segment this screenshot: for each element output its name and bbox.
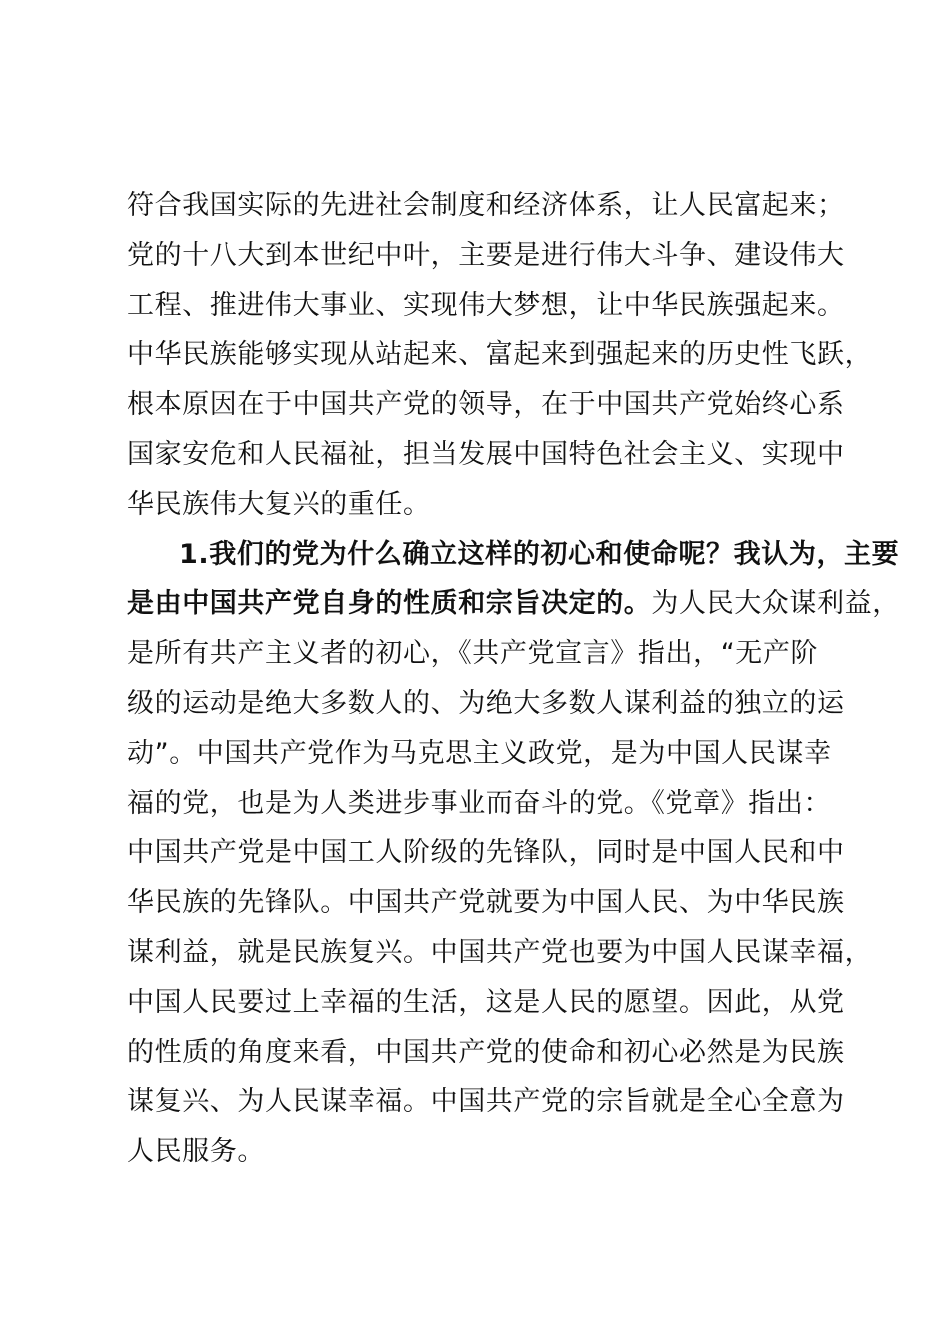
text-line: 工程、推进伟大事业、实现伟大梦想，让中华民族强起来。 <box>127 289 845 321</box>
text-line-mixed <box>127 579 900 629</box>
text-line: 福的党，也是为人类进步事业而奋斗的党。《党章》指出： <box>127 787 832 819</box>
text-line: 人民服务。 <box>127 1136 265 1168</box>
text-line: 党的十八大到本世纪中叶，主要是进行伟大斗争、建设伟大 <box>127 239 845 271</box>
bold-heading-line: 1.我们的党为什么确立这样的初心和使命呢？我认为，主要 <box>179 538 900 570</box>
text-line: 符合我国实际的先进社会制度和经济体系，让人民富起来； <box>127 190 845 221</box>
text-line: 级的运动是绝大多数人的、为绝大多数人谋利益的独立的运 <box>127 687 845 719</box>
text-line: 中国人民要过上幸福的生活，这是人民的愿望。因此，从党 <box>127 986 845 1018</box>
text-line: 是所有共产主义者的初心，《共产党宣言》指出，“无产阶 <box>127 638 819 670</box>
text-line: 中国共产党是中国工人阶级的先锋队，同时是中国人民和中 <box>127 837 845 869</box>
text-line: 谋利益，就是民族复兴。中国共产党也要为中国人民谋幸福， <box>127 936 873 968</box>
paragraph-1 <box>127 181 873 530</box>
text-line: 华民族的先锋队。中国共产党就要为中国人民、为中华民族 <box>127 887 845 919</box>
text-line: 谋复兴、为人民谋幸福。中国共产党的宗旨就是全心全意为 <box>127 1086 845 1118</box>
paragraph-2 <box>127 530 900 1177</box>
text-line: 华民族伟大复兴的重任。 <box>127 488 431 520</box>
body-text <box>127 181 900 1177</box>
bold-heading-end: 是由中国共产党自身的性质和宗旨决定的。 <box>127 588 652 620</box>
text-line: 根本原因在于中国共产党的领导，在于中国共产党始终心系 <box>127 389 845 421</box>
text-line-rest: 为人民大众谋利益， <box>651 588 900 620</box>
text-line: 中华民族能够实现从站起来、富起来到强起来的历史性飞跃， <box>127 339 873 371</box>
text-line: 的性质的角度来看，中国共产党的使命和初心必然是为民族 <box>127 1036 845 1068</box>
text-line: 国家安危和人民福祉，担当发展中国特色社会主义、实现中 <box>127 438 845 470</box>
text-line: 动”。中国共产党作为马克思主义政党，是为中国人民谋幸 <box>127 737 832 769</box>
